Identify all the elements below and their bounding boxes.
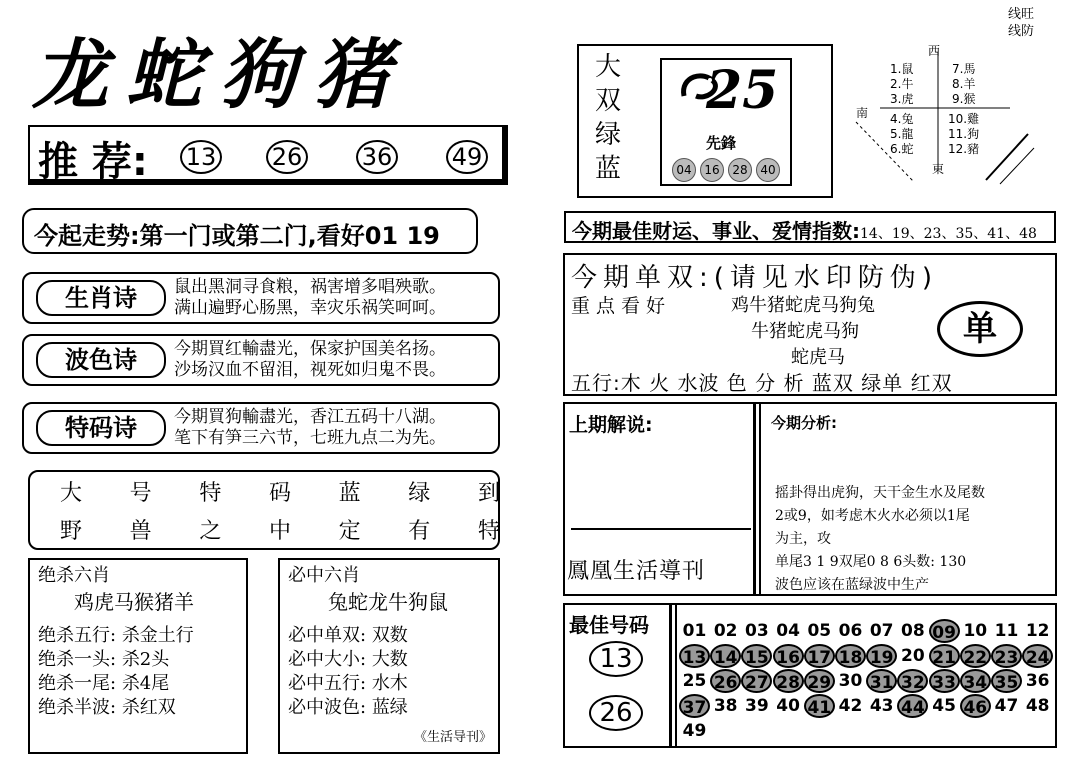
hit-row (288, 672, 490, 696)
recommend-number: 36 (356, 140, 398, 174)
color-poem (22, 334, 500, 386)
note-line: 线旺 (1008, 7, 1035, 22)
zodiac-entry: 8.羊 (952, 77, 976, 91)
row-value: 双数 (371, 625, 408, 646)
special-poem (22, 402, 500, 454)
number-cell: 37 (679, 694, 710, 718)
page-title: 龙蛇狗猪 (32, 30, 408, 119)
logo-label: 先鋒 (706, 134, 737, 152)
poem-line: 满山遍野心肠黑，幸灾乐祸笑呵呵。 (174, 298, 446, 318)
zodiac-entry: 3.虎 (890, 92, 914, 106)
number-cell: 18 (835, 644, 866, 668)
number-cell: 08 (901, 621, 925, 641)
number-cell: 42 (838, 696, 863, 716)
row-value: 蓝绿 (371, 697, 408, 718)
analysis-line: 波色应该在蓝绿波中生产 (775, 577, 929, 593)
number-cell: 25 (682, 671, 707, 691)
zodiac-entry: 2.牛 (890, 77, 914, 91)
number-cell: 47 (994, 696, 1019, 716)
recommend-number: 26 (266, 140, 308, 174)
riddle-char: 大 (60, 481, 83, 506)
riddle-char: 兽 (129, 519, 152, 544)
best-pick: 26 (589, 695, 643, 731)
number-cell: 01 (682, 621, 707, 641)
hit-row (288, 624, 490, 648)
riddle-char: 绿 (408, 481, 431, 506)
number-cell: 26 (710, 669, 741, 693)
riddle-char: 定 (338, 519, 361, 544)
zodiac-list (948, 112, 979, 157)
number-cell: 19 (866, 644, 897, 668)
row-key: 绝杀一尾: (38, 673, 117, 694)
analysis-line: 为主，攻 (775, 531, 831, 547)
zodiac-poem (22, 272, 500, 324)
poem-tag: 特码诗 (36, 410, 166, 446)
row-key: 绝杀一头: (38, 649, 117, 670)
note-line: 线防 (1008, 24, 1035, 39)
row-key: 必中波色: (288, 697, 367, 718)
index-values: 14、19、23、35、41、48 (860, 226, 1037, 242)
best-numbers-panel (563, 603, 1057, 748)
single-double-panel (563, 253, 1057, 396)
hit-row (288, 696, 490, 720)
kill-row (38, 624, 238, 648)
logo-ball: 40 (756, 158, 780, 182)
number-grid (679, 619, 1055, 745)
number-cell: 06 (838, 621, 863, 641)
row-key: 绝杀五行: (38, 625, 117, 646)
number-cell: 16 (773, 644, 804, 668)
zodiac-list (890, 62, 913, 107)
zodiac-entry: 12.豬 (948, 142, 980, 156)
divider (759, 404, 761, 596)
analysis-line: 2或9，如考虑木火水必须以1尾 (775, 508, 970, 524)
riddle-line-2 (60, 514, 500, 545)
row-value: 杀2头 (121, 649, 170, 670)
wuxing-line: 五行:木 火 水波 色 分 析 蓝双 绿单 红双 (571, 371, 953, 395)
vertical-char: 大 (594, 52, 621, 82)
kill-row (38, 672, 238, 696)
poem-tag: 波色诗 (36, 342, 166, 378)
logo-ball: 16 (700, 158, 724, 182)
brand-label: 鳳凰生活導刊 (567, 559, 706, 584)
zodiac-list (952, 62, 975, 107)
focus-line: 蛇虎马 (791, 347, 845, 368)
poem-line: 鼠出黑洞寻食粮，祸害增多唱殃歌。 (174, 277, 446, 297)
recommend-label: 推 荐: (38, 139, 148, 185)
row-key: 绝杀半波: (38, 697, 117, 718)
number-cell: 02 (713, 621, 738, 641)
number-cell: 28 (773, 669, 804, 693)
hit-row (288, 648, 490, 672)
zodiac-entry: 4.兔 (890, 112, 914, 126)
number-cell: 40 (776, 696, 800, 716)
number-cell: 20 (901, 646, 925, 666)
divider (675, 605, 677, 748)
vertical-label (594, 50, 622, 186)
zodiac-list (890, 112, 913, 157)
number-cell: 36 (1025, 671, 1050, 691)
row-key: 必中五行: (288, 673, 367, 694)
hit-panel (278, 558, 500, 754)
riddle-char: 蓝 (338, 481, 361, 506)
top-right-note (1008, 6, 1034, 40)
current-analysis-label: 今期分析: (771, 414, 837, 432)
number-cell: 17 (804, 644, 835, 668)
kill-title: 绝杀六肖 (38, 565, 110, 586)
vertical-char: 蓝 (594, 154, 621, 184)
number-cell: 31 (866, 669, 897, 693)
number-cell: 14 (710, 644, 741, 668)
number-cell: 41 (804, 694, 835, 718)
focus-label: 重点看好 (571, 295, 672, 317)
last-issue-label: 上期解说: (569, 414, 653, 436)
zodiac-entry: 5.龍 (890, 127, 914, 141)
vertical-char: 绿 (594, 120, 621, 150)
analysis-text (775, 482, 985, 597)
logo-number: 25 (706, 60, 779, 121)
divider (571, 528, 751, 530)
number-cell: 35 (991, 669, 1022, 693)
compass-west: 西 (928, 44, 941, 58)
number-cell: 03 (745, 621, 769, 641)
number-cell: 49 (682, 721, 707, 741)
number-cell: 10 (963, 621, 988, 641)
logo-ball: 28 (728, 158, 752, 182)
number-cell: 23 (991, 644, 1022, 668)
number-cell: 24 (1022, 644, 1053, 668)
riddle-char: 到 (477, 481, 500, 506)
zodiac-entry: 1.鼠 (890, 62, 914, 76)
riddle-box (28, 470, 500, 550)
zodiac-entry: 10.雞 (948, 112, 980, 126)
riddle-char: 特 (199, 481, 222, 506)
zodiac-entry: 9.猴 (952, 92, 976, 106)
number-cell: 48 (1025, 696, 1050, 716)
riddle-line-1 (60, 476, 500, 507)
poem-tag: 生肖诗 (36, 280, 166, 316)
publication-footer: 《生活导刊》 (413, 730, 492, 745)
number-cell: 12 (1025, 621, 1050, 641)
riddle-char: 之 (199, 519, 222, 544)
poem-text (174, 339, 446, 381)
single-badge: 单 (937, 301, 1023, 357)
riddle-char: 码 (268, 481, 291, 506)
number-cell: 21 (929, 644, 960, 668)
poem-text (174, 407, 446, 449)
compass-east: 東 (932, 162, 945, 176)
number-cell: 04 (776, 621, 800, 641)
number-cell: 22 (960, 644, 991, 668)
row-value: 水木 (371, 673, 408, 694)
riddle-char: 中 (268, 519, 291, 544)
hit-animals: 兔蛇龙牛狗鼠 (328, 590, 448, 614)
number-cell: 33 (929, 669, 960, 693)
focus-line: 牛猪蛇虎马狗 (751, 321, 859, 342)
fortune-index (564, 211, 1056, 243)
number-cell: 27 (741, 669, 772, 693)
row-key: 必中单双: (288, 625, 367, 646)
number-cell: 44 (897, 694, 928, 718)
number-cell: 13 (679, 644, 710, 668)
riddle-char: 野 (60, 519, 83, 544)
single-double-title: 今期单双:(请见水印防伪) (571, 263, 939, 293)
number-cell: 43 (869, 696, 894, 716)
best-label: 最佳号码 (569, 613, 649, 637)
vanguard-logo (660, 58, 792, 186)
analysis-line: 单尾3 1 9双尾0 8 6头数: 130 (775, 554, 967, 570)
poem-line: 沙场汉血不留泪，视死如归鬼不畏。 (174, 360, 446, 380)
number-cell: 09 (929, 619, 960, 643)
analysis-panel (563, 402, 1057, 596)
divider (753, 404, 756, 596)
poem-line: 笔下有笋三六节，七班九点二为先。 (174, 428, 446, 448)
divider (669, 605, 672, 748)
hit-title: 必中六肖 (288, 565, 360, 586)
number-cell: 29 (804, 669, 835, 693)
focus-line: 鸡牛猪蛇虎马狗兔 (731, 295, 875, 316)
number-cell: 11 (994, 621, 1019, 641)
row-value: 大数 (371, 649, 408, 670)
analysis-line: 摇卦得出虎狗，天干金生水及尾数 (775, 485, 985, 501)
row-value: 杀金土行 (121, 625, 194, 646)
number-cell: 05 (807, 621, 832, 641)
number-cell: 38 (713, 696, 738, 716)
row-key: 必中大小: (288, 649, 367, 670)
kill-row (38, 648, 238, 672)
zodiac-compass-lines (850, 40, 1040, 190)
kill-row (38, 696, 238, 720)
riddle-char: 特 (477, 519, 500, 544)
number-cell: 30 (838, 671, 863, 691)
zodiac-entry: 11.狗 (948, 127, 980, 141)
poem-line: 今期買狗輸盡光，香江五码十八湖。 (174, 407, 446, 427)
recommend-number: 13 (180, 140, 222, 174)
index-label: 今期最佳财运、事业、爱情指数: (572, 219, 860, 243)
number-cell: 15 (741, 644, 772, 668)
compass-south: 南 (856, 106, 869, 120)
number-cell: 45 (932, 696, 956, 716)
best-pick: 13 (589, 641, 643, 677)
number-cell: 46 (960, 694, 991, 718)
row-value: 杀4尾 (121, 673, 170, 694)
poem-line: 今期買红輸盡光，保家护国美名扬。 (174, 339, 446, 359)
logo-ball: 04 (672, 158, 696, 182)
kill-animals: 鸡虎马猴猪羊 (74, 590, 194, 614)
poem-text (174, 277, 446, 319)
recommend-number: 49 (446, 140, 488, 174)
number-cell: 32 (897, 669, 928, 693)
number-cell: 34 (960, 669, 991, 693)
number-cell: 39 (745, 696, 769, 716)
row-value: 杀红双 (121, 697, 176, 718)
riddle-char: 号 (129, 481, 152, 506)
zodiac-entry: 7.馬 (952, 62, 976, 76)
riddle-char: 有 (408, 519, 431, 544)
number-cell: 07 (869, 621, 894, 641)
zodiac-entry: 6.蛇 (890, 142, 914, 156)
kill-panel (28, 558, 248, 754)
trend-banner: 今起走势:第一门或第二门,看好01 19 (22, 208, 478, 254)
vertical-char: 双 (594, 86, 621, 116)
